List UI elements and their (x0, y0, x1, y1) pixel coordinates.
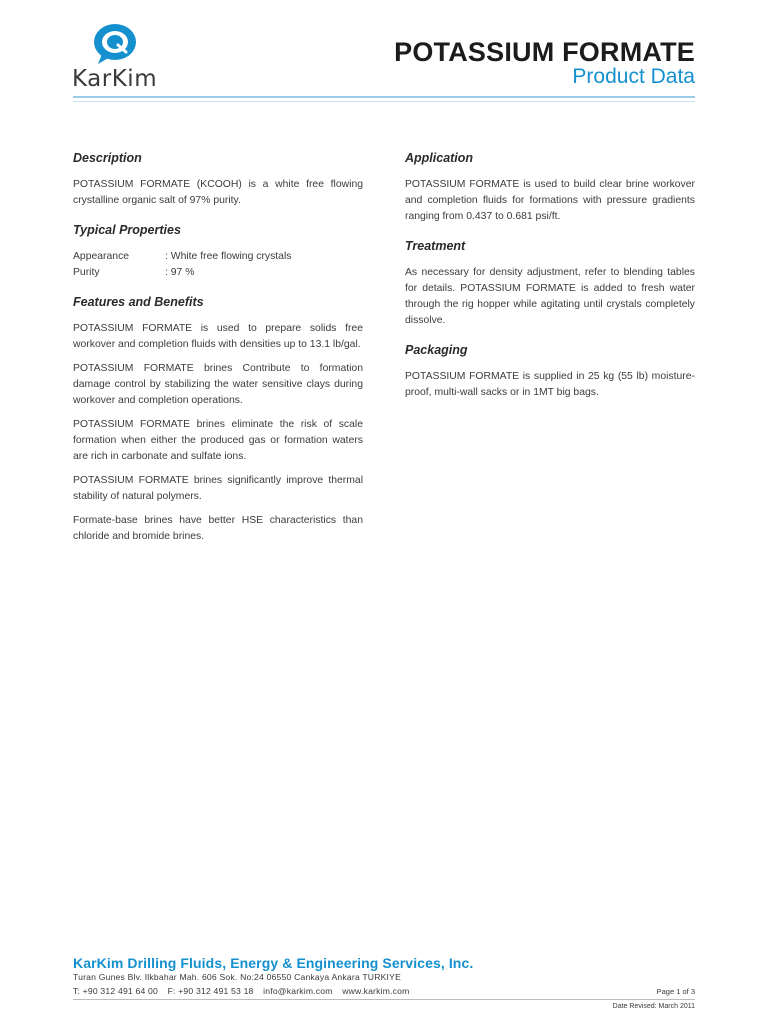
footer-fax: F: +90 312 491 53 18 (167, 986, 254, 996)
paragraph: POTASSIUM FORMATE brines significantly improve thermal stability of natural polymers. (73, 475, 363, 502)
logo-wordmark: KarKim (72, 66, 158, 92)
section-heading: Packaging (405, 343, 468, 357)
property-value: : 97 % (165, 267, 195, 278)
footer-contact (73, 986, 417, 996)
treatment-section (405, 238, 695, 329)
features-benefits-section (73, 294, 363, 545)
right-column (405, 150, 695, 414)
property-label: Purity (73, 267, 100, 278)
packaging-section (405, 342, 695, 401)
paragraph: POTASSIUM FORMATE is supplied in 25 kg (55 lb) moisture-proof, multi-wall sacks or in 1MT big bags. (405, 371, 695, 398)
header-divider (73, 96, 695, 98)
page-number: Page 1 of 3 (656, 987, 695, 996)
footer-email-link[interactable]: info@karkim.com (263, 986, 333, 996)
footer-website-link[interactable]: www.karkim.com (342, 986, 410, 996)
application-section (405, 150, 695, 225)
footer-company-name: KarKim Drilling Fluids, Energy & Engineering Services, Inc. (73, 955, 474, 971)
paragraph: Formate-base brines have better HSE characteristics than chloride and bromide brines. (73, 515, 363, 542)
property-value: : White free flowing crystals (165, 251, 292, 262)
typical-properties-section (73, 222, 363, 281)
document-title: POTASSIUM FORMATE (394, 37, 695, 67)
left-column (73, 150, 363, 558)
paragraph: As necessary for density adjustment, refer to blending tables for details. POTASSIUM FORMATE is added to fresh water through the rig hopper while agitating until crystals completely dissolve. (405, 267, 695, 326)
header-divider-thin (73, 101, 695, 102)
property-label: Appearance (73, 251, 130, 262)
property-row (73, 249, 363, 265)
paragraph: POTASSIUM FORMATE brines Contribute to formation damage control by stabilizing the water sensitive clays during workover and completion operations. (73, 363, 363, 406)
section-heading: Description (73, 151, 142, 165)
section-heading: Typical Properties (73, 223, 181, 237)
paragraph: POTASSIUM FORMATE is used to prepare solids free workover and completion fluids with densities up to 13.1 lb/gal. (73, 323, 363, 350)
section-heading: Application (405, 151, 474, 165)
company-logo (70, 22, 170, 94)
paragraph: POTASSIUM FORMATE (KCOOH) is a white free flowing crystalline organic salt of 97% purity. (73, 179, 363, 206)
description-section (73, 150, 363, 209)
document-subtitle: Product Data (572, 65, 695, 88)
section-heading: Treatment (405, 239, 466, 253)
footer-phone: T: +90 312 491 64 00 (73, 986, 158, 996)
section-heading: Features and Benefits (73, 295, 204, 309)
footer-divider (73, 999, 695, 1000)
property-row (73, 265, 363, 281)
date-revised: Date Revised: March 2011 (612, 1003, 695, 1010)
paragraph: POTASSIUM FORMATE is used to build clear brine workover and completion fluids for formations with pressure gradients ranging from 0.437 to 0.681 psi/ft. (405, 179, 695, 222)
properties-table (73, 249, 363, 281)
speech-bubble-logo-icon (92, 22, 138, 66)
paragraph: POTASSIUM FORMATE brines eliminate the risk of scale formation when either the produced gas or formation waters are rich in carbonate and sulfate ions. (73, 419, 363, 462)
footer-address: Turan Gunes Blv. Ilkbahar Mah. 606 Sok. No:24 06550 Cankaya Ankara TURKIYE (73, 972, 402, 982)
